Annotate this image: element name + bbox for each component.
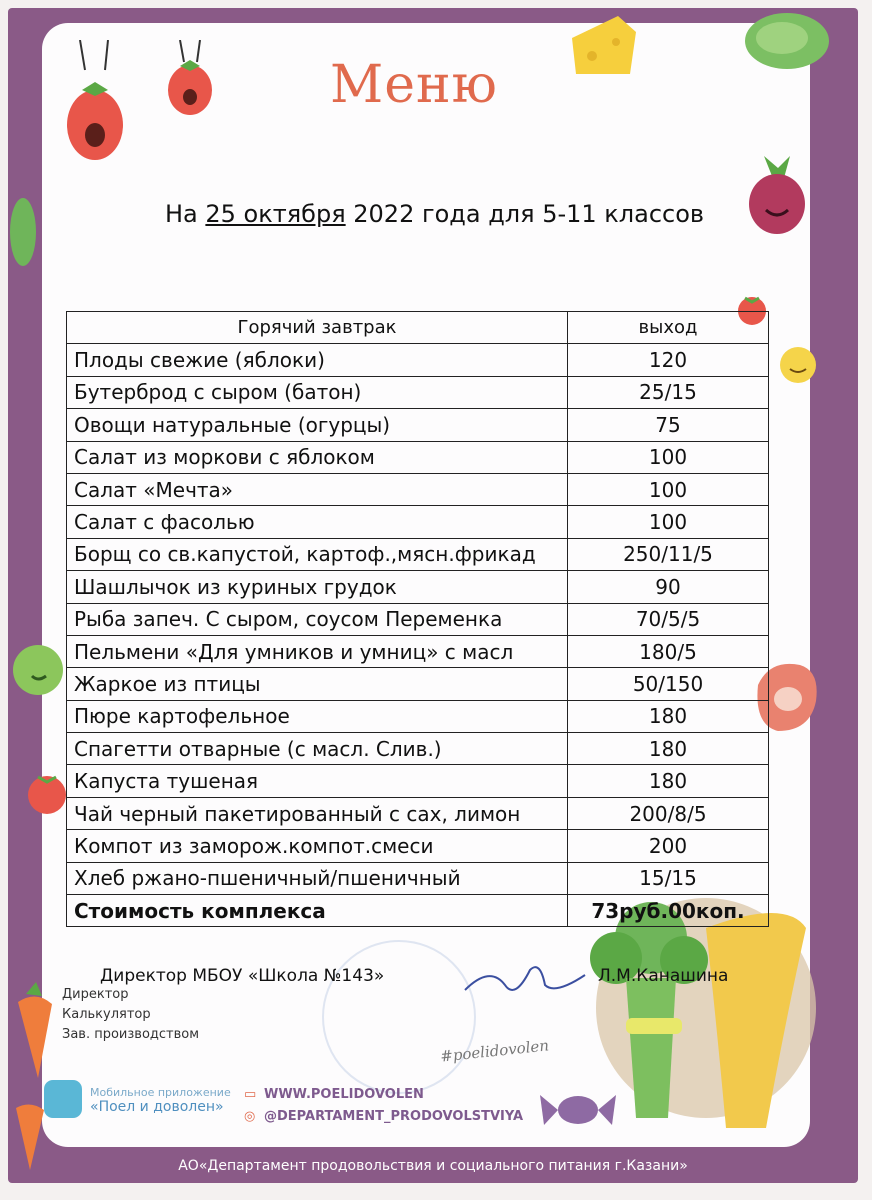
dish-portion: 180 <box>568 765 769 797</box>
table-row <box>67 765 769 797</box>
app-promo <box>90 1085 231 1115</box>
total-price: 73руб.00коп. <box>568 895 769 927</box>
dish-portion: 100 <box>568 506 769 538</box>
dish-name: Плоды свежие (яблоки) <box>67 344 568 376</box>
instagram-text: @DEPARTAMENT_PRODOVOLSTVIYA <box>264 1109 524 1124</box>
app-like-icon <box>44 1080 82 1118</box>
social-links <box>244 1084 523 1128</box>
dish-name: Пюре картофельное <box>67 700 568 732</box>
role-director: Директор <box>62 987 129 1002</box>
dish-portion: 250/11/5 <box>568 538 769 570</box>
dish-name: Капуста тушеная <box>67 765 568 797</box>
table-row <box>67 700 769 732</box>
header-dish: Горячий завтрак <box>67 312 568 344</box>
www-icon: ▭ <box>244 1087 257 1102</box>
dish-name: Бутерброд с сыром (батон) <box>67 376 568 408</box>
carrot-character-icon <box>8 982 64 1080</box>
dish-name: Жаркое из птицы <box>67 668 568 700</box>
app-name: «Поел и доволен» <box>90 1099 224 1115</box>
dish-name: Чай черный пакетированный с сах, лимон <box>67 797 568 829</box>
dish-portion: 75 <box>568 409 769 441</box>
lettuce-icon <box>742 10 832 72</box>
table-row <box>67 506 769 538</box>
roles-list <box>62 985 199 1045</box>
subtitle-date: 25 октября <box>205 200 346 228</box>
website-link[interactable] <box>244 1084 523 1106</box>
menu-subtitle <box>165 200 704 228</box>
table-row <box>67 376 769 408</box>
table-row <box>67 441 769 473</box>
table-row <box>67 538 769 570</box>
director-title: Директор МБОУ «Школа №143» <box>100 966 385 986</box>
table-row <box>67 571 769 603</box>
dish-name: Салат из моркови с яблоком <box>67 441 568 473</box>
table-row <box>67 635 769 667</box>
lemon-icon <box>776 343 820 387</box>
total-row <box>67 895 769 927</box>
subtitle-suffix: 2022 года для 5-11 классов <box>345 200 705 228</box>
leaf-icon <box>8 195 38 270</box>
menu-table <box>66 311 769 927</box>
tomato-left-icon <box>24 768 70 816</box>
table-row <box>67 830 769 862</box>
table-header-row <box>67 312 769 344</box>
dish-name: Салат «Мечта» <box>67 473 568 505</box>
dish-name: Пельмени «Для умников и умниц» с масл <box>67 635 568 667</box>
footer-organization: АО«Департамент продовольствия и социального питания г.Казани» <box>178 1158 688 1174</box>
handwritten-signature-icon <box>460 955 590 1005</box>
table-row <box>67 409 769 441</box>
role-calculator: Калькулятор <box>62 1007 151 1022</box>
table-row <box>67 603 769 635</box>
dish-portion: 70/5/5 <box>568 603 769 635</box>
stamp-mark <box>322 940 476 1094</box>
table-row <box>67 797 769 829</box>
hashtag: #poelidovolen <box>439 1036 550 1066</box>
dish-name: Компот из заморож.компот.смеси <box>67 830 568 862</box>
dish-portion: 200 <box>568 830 769 862</box>
subtitle-prefix: На <box>165 200 206 228</box>
header-portion: выход <box>568 312 769 344</box>
dish-portion: 100 <box>568 473 769 505</box>
table-row <box>67 733 769 765</box>
website-text: WWW.POELIDOVOLEN <box>264 1087 424 1102</box>
dish-portion: 15/15 <box>568 862 769 894</box>
role-production-head: Зав. производством <box>62 1027 200 1042</box>
dish-portion: 90 <box>568 571 769 603</box>
dish-portion: 120 <box>568 344 769 376</box>
total-label: Стоимость комплекса <box>67 895 568 927</box>
table-row <box>67 668 769 700</box>
director-name: Л.М.Канашина <box>598 966 729 986</box>
dish-name: Шашлычок из куриных грудок <box>67 571 568 603</box>
dish-name: Овощи натуральные (огурцы) <box>67 409 568 441</box>
dish-portion: 180 <box>568 733 769 765</box>
dish-name: Рыба запеч. С сыром, соусом Переменка <box>67 603 568 635</box>
dish-portion: 180 <box>568 700 769 732</box>
cheese-character-icon <box>568 12 640 80</box>
dish-name: Хлеб ржано-пшеничный/пшеничный <box>67 862 568 894</box>
instagram-link[interactable] <box>244 1106 523 1128</box>
table-row <box>67 344 769 376</box>
dish-portion: 50/150 <box>568 668 769 700</box>
beet-character-icon <box>744 156 810 238</box>
instagram-icon: ◎ <box>244 1109 256 1124</box>
tomato-character-icon <box>60 40 130 170</box>
dish-portion: 200/8/5 <box>568 797 769 829</box>
table-row <box>67 473 769 505</box>
dish-portion: 25/15 <box>568 376 769 408</box>
app-label: Мобильное приложение <box>90 1086 231 1099</box>
dish-name: Борщ со св.капустой, картоф.,мясн.фрикад <box>67 538 568 570</box>
dish-name: Салат с фасолью <box>67 506 568 538</box>
dish-name: Спагетти отварные (с масл. Слив.) <box>67 733 568 765</box>
apple-icon <box>6 630 66 700</box>
dish-portion: 100 <box>568 441 769 473</box>
page-title: Меню <box>330 55 498 115</box>
small-tomato-icon <box>160 40 220 120</box>
dish-portion: 180/5 <box>568 635 769 667</box>
table-row <box>67 862 769 894</box>
